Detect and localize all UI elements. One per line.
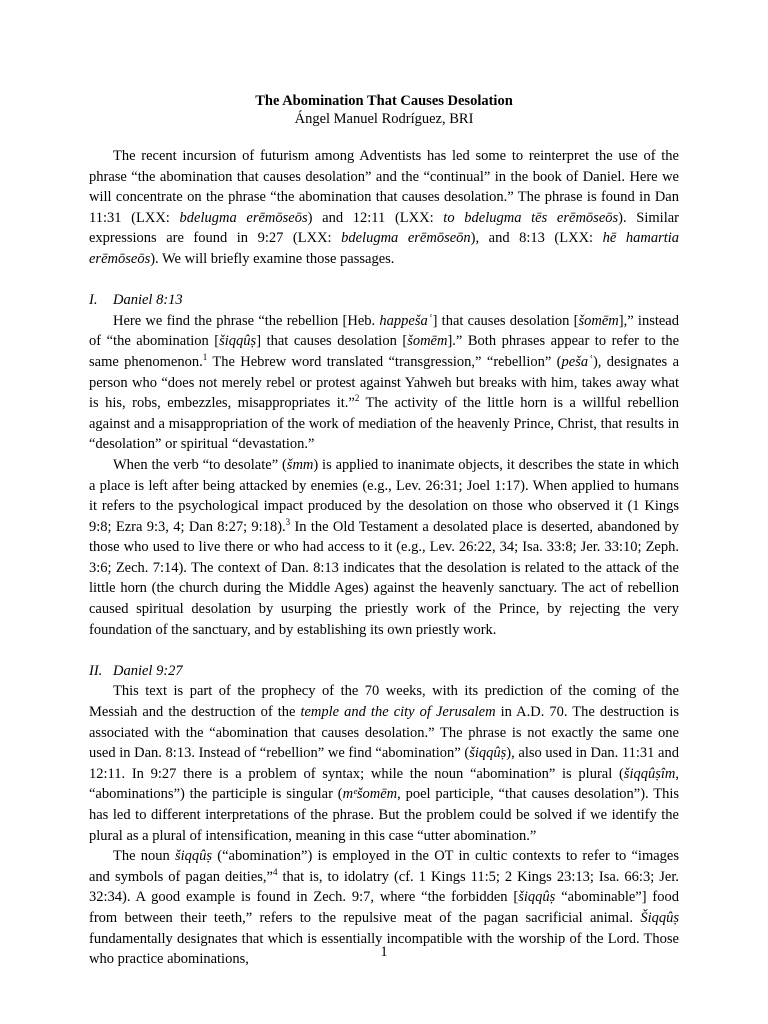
hebrew-term: šomēm [578,312,619,329]
footnote-marker[interactable]: 2 [354,393,360,404]
text-run: In the Old Testament a desolated place is deserted, abandoned by those who used to live there or who had access to it (e.g., Lev. 26:22, 34; Isa. 33:8; Jer. 33:10; Zeph. 3:6; Zech. 7:14). The context of Dan. 8:13 indicates that the desolation is related to the attack of the little horn (the church during the Middle Ages) against the heavenly sanctuary. The act of rebellion caused spiritual desolation by usurping the priestly work of the Prince, by rejecting the very foundation of the sanctuary, and by establishing its own priestly work. [89,518,679,638]
hebrew-term: šiqqûṣîm [623,765,676,782]
text-run: in A.D. 70. The destruction is associated with the “abomination that causes desolation.” The phrase is not exactly the same one used in Dan. 8:13. Instead of “rebellion” we find “abomination” ( [89,704,679,762]
text-run: The Hebrew word translated “transgression,” “rebellion” ( [207,353,562,370]
text-run: fundamentally designates that which is essentially incompatible with the worship of the Lord. Those who practice abominations, [89,930,679,968]
text-run: ) and 12:11 (LXX: [307,209,444,226]
text-run: ). Similar expressions are found in 9:27 (LXX: [89,209,679,247]
section-number: I. [89,292,98,309]
text-run: The recent incursion of futurism among Adventists has led some to reinterpret the use of the phrase “the abomination that causes desolation” and the “continual” in the book of Daniel. Here we will concentrate on the phrase “the abomination that causes desolation.” The phrase is found in Dan 11:31 (LXX: [89,148,679,226]
hebrew-term: šomēm [407,333,448,350]
text-run: ],” instead of “the abomination [ [89,312,679,350]
intro-paragraph [89,146,679,270]
italic-phrase: temple and the city of Jerusalem [300,704,496,721]
text-run: The activity of the little horn is a willful rebellion against and a misappropriation of the work of mediation of the heavenly Prince, Christ, that results in “desolation” or spiritual “devastation.” [89,395,679,453]
text-run: ) is applied to inanimate objects, it describes the state in which a place is left after being attacked by enemies (e.g., Lev. 26:31; Joel 1:17). When applied to humans it refers to the psychological impact produced by the desolation on those who observed it (1 Kings 9:8; Ezra 9:3, 4; Dan 8:27; 9:18). [89,456,679,535]
text-run: (“abomination”) is employed in the OT in cultic contexts to refer to “images and symbols of pagan deities,” [89,848,680,885]
text-run: that is, to idolatry (cf. 1 Kings 11:5; 2 Kings 23:13; Isa. 66:3; Jer. 32:34). A good example is found in Zech. 9:7, where “the forbidden [ [89,868,679,906]
section1-paragraph-2 [89,455,679,640]
footnote-marker[interactable]: 4 [272,866,278,877]
text-run: ] that causes desolation [ [256,333,408,350]
text-run: , poel participle, “that causes desolation”). This has led to different interpretations of the phrase. But the problem could be solved if we identify the plural as a plural of intensification, meaning in this case “utter abomination.” [89,786,679,844]
hebrew-term: Šiqqûṣ [640,909,679,926]
text-run: ), also used in Dan. 11:31 and 12:11. In 9:27 there is a problem of syntax; while the noun “abomination” is plural ( [89,745,679,782]
hebrew-term: happešaʿ [379,312,433,329]
hebrew-term: šiqqûṣ [469,745,507,762]
text-run: The noun [113,848,175,865]
text-run: This text is part of the prophecy of the 70 weeks, with its prediction of the coming of the Messiah and the destruction of the [89,683,679,721]
lxx-term: bdelugma erēmōseōs [179,209,308,226]
footnote-marker[interactable]: 3 [285,516,291,527]
section-heading-2 [89,661,679,682]
lxx-term: bdelugma erēmōseōn [341,230,471,247]
document-author: Ángel Manuel Rodríguez, BRI [294,111,474,127]
hebrew-term: šiqqûṣ [518,889,556,906]
hebrew-term: pešaʿ [561,353,593,370]
section-heading-1 [89,290,679,311]
lxx-term: to bdelugma tēs erēmōseōs [443,209,619,226]
text-run: ). We will briefly examine those passages. [150,250,395,267]
section-title: Daniel 9:27 [113,662,183,679]
document-title: The Abomination That Causes Desolation [255,93,513,109]
page-number: 1 [380,944,388,960]
hebrew-term: šiqqûṣ [219,333,257,350]
text-run: Here we find the phrase “the rebellion [Heb. [113,312,380,329]
text-run: ), and 8:13 (LXX: [470,230,603,247]
hebrew-term: mᵉšomēm [342,786,398,803]
text-run: ] that causes desolation [ [432,312,579,329]
text-run: ), designates a person who “does not merely rebel or protest against Yahweh but breaks with him, takes away what is his, robs, embezzles, misappropriates it.” [89,353,679,412]
section2-paragraph-1 [89,681,679,846]
section-number: II. [89,662,103,679]
document-body [89,146,679,970]
hebrew-term: šmm [286,456,314,473]
hebrew-term: šiqqûṣ [174,848,213,865]
section1-paragraph-1 [89,311,679,455]
text-run: When the verb “to desolate” ( [113,456,287,473]
text-run: , “abominations”) the participle is singular ( [89,765,679,803]
lxx-term: hē hamartia erēmōseōs [89,230,680,267]
section-title: Daniel 8:13 [113,292,183,309]
footnote-marker[interactable]: 1 [202,352,208,363]
text-run: ].” Both phrases appear to refer to the same phenomenon. [89,333,680,370]
text-run: “abominable”] food from between their teeth,” refers to the repulsive meat of the pagan sacrificial animal. [89,889,679,926]
